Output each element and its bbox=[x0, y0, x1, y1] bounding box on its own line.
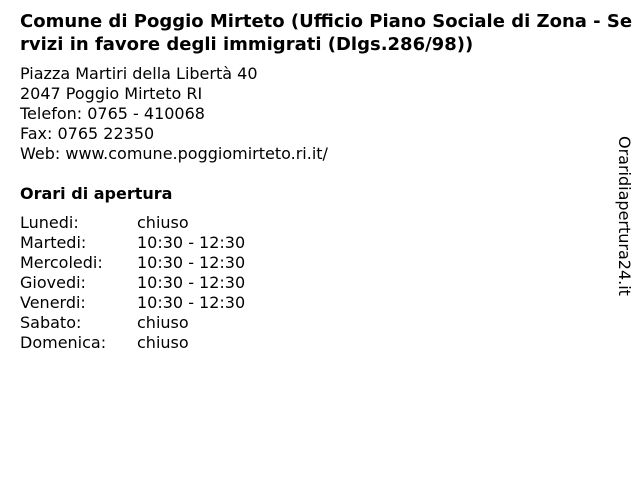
hours-row-friday bbox=[20, 293, 245, 313]
day-hours: 10:30 - 12:30 bbox=[137, 293, 246, 312]
phone-number: Telefon: 0765 - 410068 bbox=[20, 104, 205, 123]
hours-row-thursday bbox=[20, 273, 245, 293]
day-label: Sabato: bbox=[20, 313, 82, 332]
hours-row-monday bbox=[20, 213, 245, 233]
day-hours: chiuso bbox=[137, 213, 189, 232]
street-address: Piazza Martiri della Libertà 40 bbox=[20, 64, 258, 83]
opening-hours-heading: Orari di apertura bbox=[20, 184, 173, 203]
day-label: Domenica: bbox=[20, 333, 107, 352]
day-label: Giovedi: bbox=[20, 273, 86, 292]
hours-row-sunday bbox=[20, 333, 245, 353]
site-watermark: Oraridiapertura24.it bbox=[615, 136, 634, 296]
day-label: Mercoledi: bbox=[20, 253, 103, 272]
website-link[interactable]: Web: www.comune.poggiomirteto.ri.it/ bbox=[20, 144, 328, 163]
day-hours: chiuso bbox=[137, 333, 189, 352]
fax-number: Fax: 0765 22350 bbox=[20, 124, 155, 143]
day-label: Martedi: bbox=[20, 233, 87, 252]
day-label: Venerdi: bbox=[20, 293, 86, 312]
day-hours: 10:30 - 12:30 bbox=[137, 233, 246, 252]
day-hours: 10:30 - 12:30 bbox=[137, 273, 246, 292]
contact-info bbox=[20, 64, 328, 164]
hours-row-tuesday bbox=[20, 233, 245, 253]
day-hours: chiuso bbox=[137, 313, 189, 332]
hours-row-wednesday bbox=[20, 253, 245, 273]
opening-hours-table bbox=[20, 213, 245, 353]
hours-row-saturday bbox=[20, 313, 245, 333]
city-address: 2047 Poggio Mirteto RI bbox=[20, 84, 203, 103]
page-title: Comune di Poggio Mirteto (Ufficio Piano Sociale di Zona - Servizi in favore degli immigrati (Dlgs.286/98)) bbox=[20, 11, 633, 55]
day-hours: 10:30 - 12:30 bbox=[137, 253, 246, 272]
day-label: Lunedi: bbox=[20, 213, 79, 232]
